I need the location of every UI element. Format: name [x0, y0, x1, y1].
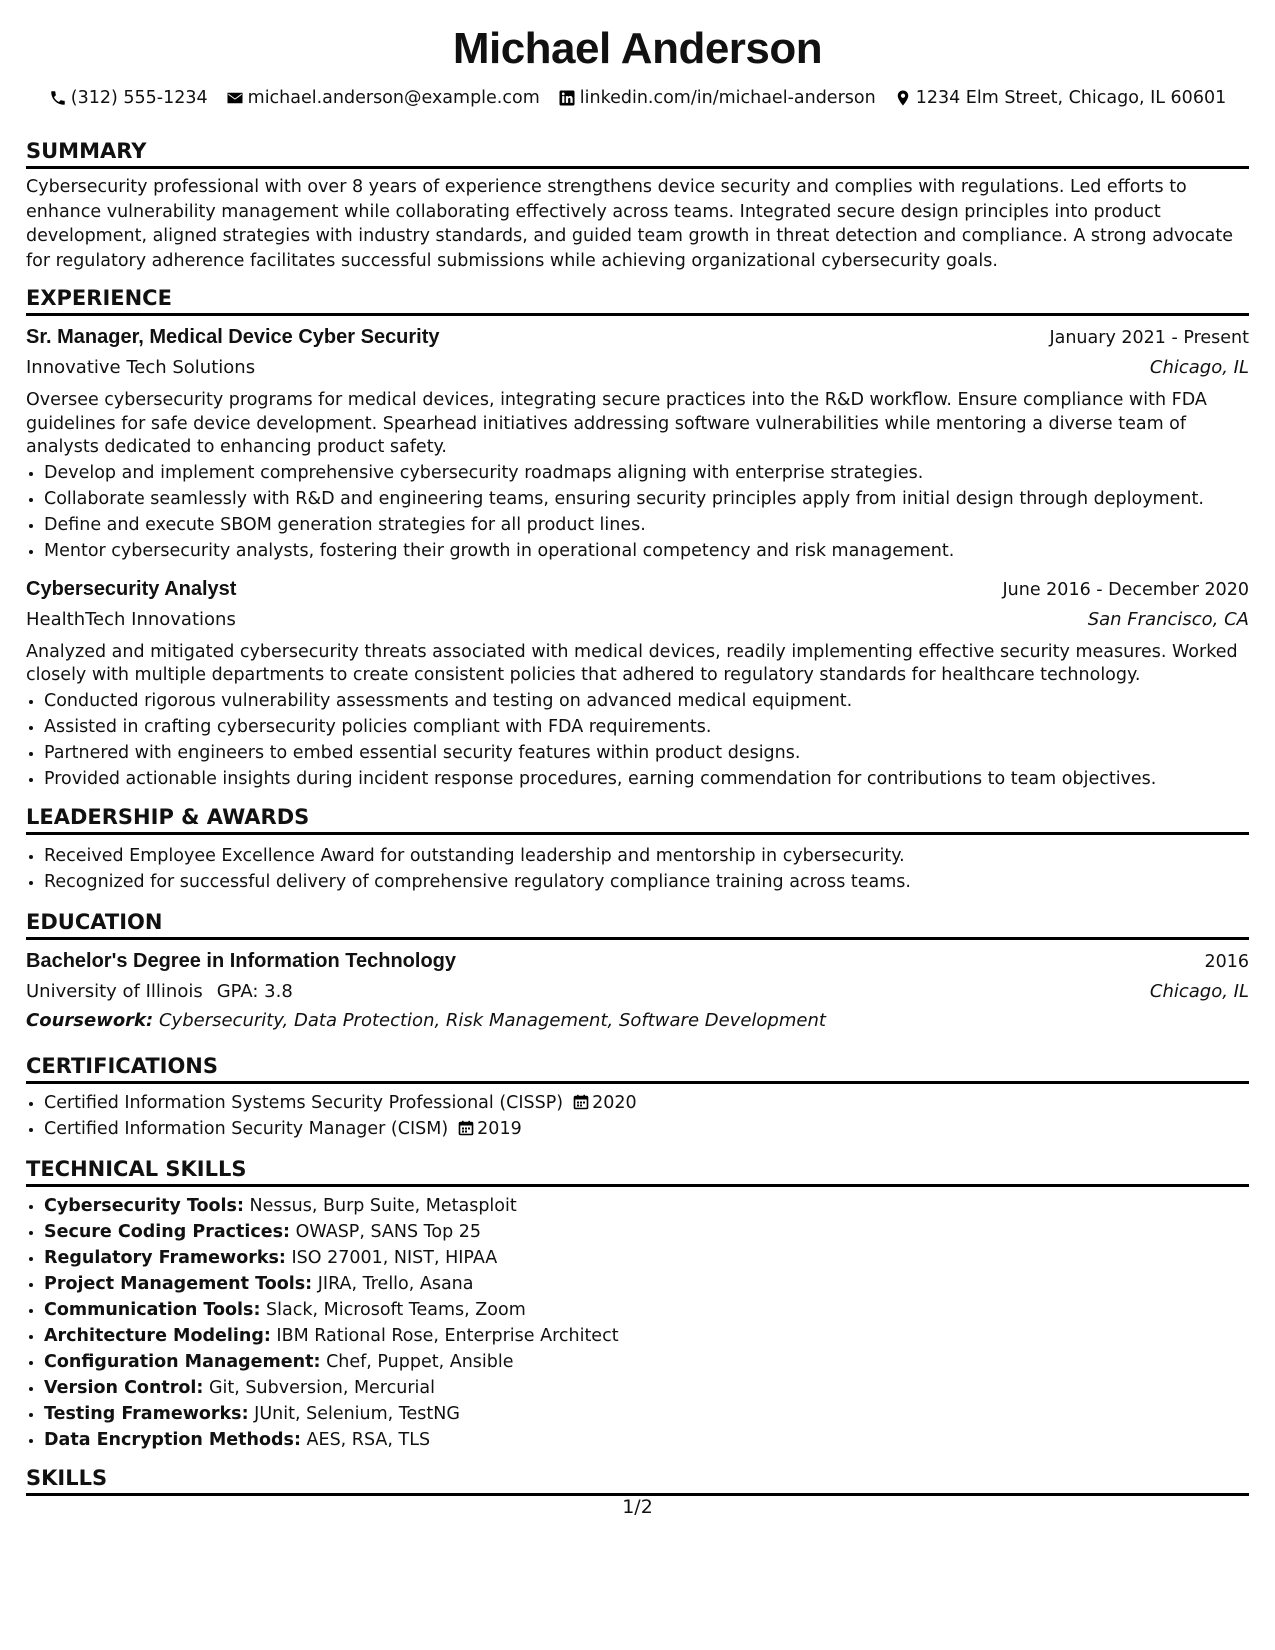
- list-item: • Collaborate seamlessly with R&D and engineering teams, ensuring security principles apply from initial design through deployment.: [44, 486, 1249, 512]
- school-name: University of Illinois: [26, 980, 203, 1002]
- job-dates: June 2016 - December 2020: [1002, 579, 1249, 600]
- section-title-leadership: LEADERSHIP & AWARDS: [26, 804, 1249, 835]
- list-item: • Develop and implement comprehensive cybersecurity roadmaps aligning with enterprise strategies.: [44, 460, 1249, 486]
- section-title-summary: SUMMARY: [26, 138, 1249, 169]
- skill-item: [44, 1375, 1249, 1401]
- experience-section: [26, 285, 1249, 792]
- skill-item: [44, 1271, 1249, 1297]
- certification-item: [44, 1090, 1249, 1116]
- linkedin-icon: [558, 89, 576, 107]
- contact-email[interactable]: [226, 88, 540, 108]
- list-item: • Provided actionable insights during incident response procedures, earning commendation for contributions to team objectives.: [44, 766, 1249, 792]
- section-title-education: EDUCATION: [26, 909, 1249, 940]
- technical-skills-section: [26, 1156, 1249, 1453]
- coursework-label: Coursework:: [26, 1009, 154, 1031]
- resume-page: [26, 0, 1249, 1502]
- skill-label: Architecture Modeling:: [44, 1325, 271, 1346]
- education-section: [26, 909, 1249, 1035]
- skill-value: Git, Subversion, Mercurial: [209, 1377, 435, 1398]
- list-item: • Conducted rigorous vulnerability assessments and testing on advanced medical equipment.: [44, 688, 1249, 714]
- job-bullets: [26, 688, 1249, 792]
- job-bullets: [26, 460, 1249, 564]
- section-title-skills: SKILLS: [26, 1465, 1249, 1496]
- skills-section: [26, 1465, 1249, 1496]
- phone-icon: [49, 89, 67, 107]
- page-number: 1/2: [622, 1496, 653, 1518]
- skill-value: JUnit, Selenium, TestNG: [254, 1403, 460, 1424]
- skill-value: Nessus, Burp Suite, Metasploit: [249, 1195, 517, 1216]
- skill-value: ISO 27001, NIST, HIPAA: [291, 1247, 498, 1268]
- job-title: Sr. Manager, Medical Device Cyber Security: [26, 326, 440, 348]
- skill-value: OWASP, SANS Top 25: [295, 1221, 482, 1242]
- skill-label: Version Control:: [44, 1377, 204, 1398]
- skill-label: Project Management Tools:: [44, 1273, 313, 1294]
- graduation-year: 2016: [1204, 951, 1249, 972]
- skill-item: [44, 1219, 1249, 1245]
- school-location: Chicago, IL: [1149, 980, 1249, 1002]
- calendar-icon: [573, 1094, 589, 1110]
- linkedin-text: linkedin.com/in/michael-anderson: [579, 88, 876, 108]
- envelope-icon: [226, 89, 244, 107]
- phone-text: (312) 555-1234: [70, 88, 208, 108]
- skill-label: Secure Coding Practices:: [44, 1221, 291, 1242]
- company-name: Innovative Tech Solutions: [26, 357, 256, 378]
- skill-item: [44, 1427, 1249, 1453]
- list-item: • Partnered with engineers to embed essential security features within product designs.: [44, 740, 1249, 766]
- skill-label: Regulatory Frameworks:: [44, 1247, 286, 1268]
- skill-label: Cybersecurity Tools:: [44, 1195, 244, 1216]
- job-entry: [26, 574, 1249, 792]
- contact-phone: [49, 88, 208, 108]
- certifications-section: [26, 1053, 1249, 1142]
- job-description: Analyzed and mitigated cybersecurity threats associated with medical devices, readily implementing effective security measures. Worked closely with multiple departments to create consistent policies that adhered to regulatory standards for healthcare technology.: [26, 641, 1238, 685]
- coursework-list: Cybersecurity, Data Protection, Risk Management, Software Development: [158, 1009, 826, 1031]
- job-description: Oversee cybersecurity programs for medical devices, integrating secure practices into the R&D workflow. Ensure compliance with FDA guidelines for safe device development. Spearhead initiatives addressing software vulnerabilities while mentoring a diverse team of analysts dedicated to enhancing product safety.: [26, 390, 1207, 457]
- contact-bar: [26, 86, 1249, 110]
- leadership-section: [26, 804, 1249, 895]
- skill-value: Slack, Microsoft Teams, Zoom: [266, 1299, 526, 1320]
- certification-list: [26, 1090, 1249, 1142]
- skill-label: Data Encryption Methods:: [44, 1429, 301, 1450]
- section-title-experience: EXPERIENCE: [26, 285, 1249, 316]
- company-name: HealthTech Innovations: [26, 608, 236, 630]
- job-dates: January 2021 - Present: [1049, 328, 1249, 348]
- section-title-certifications: CERTIFICATIONS: [26, 1053, 1249, 1084]
- skill-label: Configuration Management:: [44, 1351, 321, 1372]
- section-title-technical-skills: TECHNICAL SKILLS: [26, 1156, 1249, 1187]
- certification-year: 2020: [592, 1092, 637, 1113]
- technical-skills-list: [26, 1193, 1249, 1453]
- address-text: 1234 Elm Street, Chicago, IL 60601: [915, 88, 1227, 108]
- skill-item: [44, 1323, 1249, 1349]
- contact-address: [894, 88, 1227, 108]
- skill-value: IBM Rational Rose, Enterprise Architect: [276, 1325, 619, 1346]
- gpa: GPA: 3.8: [216, 980, 293, 1002]
- skill-item: [44, 1297, 1249, 1323]
- skill-label: Communication Tools:: [44, 1299, 261, 1320]
- job-entry: [26, 322, 1249, 564]
- skill-value: JIRA, Trello, Asana: [317, 1273, 474, 1294]
- skill-item: [44, 1401, 1249, 1427]
- list-item: • Define and execute SBOM generation strategies for all product lines.: [44, 512, 1249, 538]
- map-pin-icon: [894, 89, 912, 107]
- job-title: Cybersecurity Analyst: [26, 577, 237, 600]
- list-item: • Mentor cybersecurity analysts, fostering their growth in operational competency and risk management.: [44, 538, 1249, 564]
- skill-label: Testing Frameworks:: [44, 1403, 249, 1424]
- certification-item: [44, 1116, 1249, 1142]
- skill-value: Chef, Puppet, Ansible: [326, 1351, 514, 1372]
- skill-item: [44, 1193, 1249, 1219]
- job-location: San Francisco, CA: [1087, 608, 1249, 630]
- list-item: • Recognized for successful delivery of comprehensive regulatory compliance training across teams.: [44, 869, 1249, 895]
- degree-title: Bachelor's Degree in Information Technology: [26, 949, 457, 972]
- job-location: Chicago, IL: [1149, 357, 1249, 378]
- candidate-name: Michael Anderson: [452, 24, 823, 73]
- email-text: michael.anderson@example.com: [247, 88, 540, 108]
- calendar-icon: [458, 1120, 474, 1136]
- coursework-line: [26, 1007, 1249, 1035]
- certification-name: Certified Information Systems Security Professional (CISSP): [44, 1092, 564, 1113]
- skill-item: [44, 1349, 1249, 1375]
- list-item: • Received Employee Excellence Award for outstanding leadership and mentorship in cybersecurity.: [44, 843, 1249, 869]
- certification-name: Certified Information Security Manager (CISM): [44, 1118, 449, 1139]
- list-item: • Assisted in crafting cybersecurity policies compliant with FDA requirements.: [44, 714, 1249, 740]
- skill-value: AES, RSA, TLS: [306, 1429, 431, 1450]
- summary-section: [26, 138, 1249, 273]
- certification-year: 2019: [477, 1118, 522, 1139]
- summary-text: Cybersecurity professional with over 8 years of experience strengthens device security and complies with regulations. Led efforts to enhance vulnerability management while collaborating effectively across teams. Integrated secure design principles into product development, aligned strategies with industry standards, and guided team growth in threat detection and compliance. A strong advocate for regulatory adherence facilitates successful submissions while achieving organizational cybersecurity goals.: [26, 177, 1233, 271]
- contact-linkedin[interactable]: [558, 88, 876, 108]
- skill-item: [44, 1245, 1249, 1271]
- leadership-bullets: [26, 843, 1249, 895]
- school-line: [26, 977, 293, 1007]
